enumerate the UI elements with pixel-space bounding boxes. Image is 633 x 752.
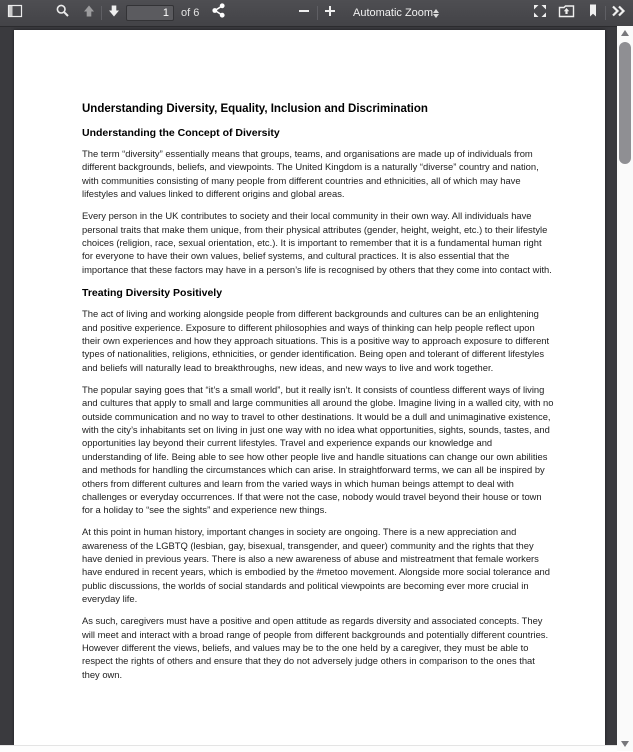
page-down-icon <box>107 4 121 23</box>
sidebar-toggle-icon <box>7 3 23 24</box>
next-page-button[interactable] <box>104 3 124 23</box>
zoom-out-button[interactable] <box>294 3 314 23</box>
zoom-level-value: Automatic Zoom <box>353 7 434 19</box>
more-tools-icon <box>610 4 626 23</box>
pdf-page-1 <box>14 30 605 745</box>
scrollbar-thumb[interactable] <box>619 42 631 164</box>
paragraph: At this point in human history, important changes in society are ongoing. There is a new appreciation and awareness of the LGBTQ (lesbian, gay, bisexual, transgender, and queer) community and the rights that they have denied in previous years. There is also a new awareness of abuse and mistreatment that female workers have endured in recent years, which is embodied by the #metoo movement. Alongside more social tolerance and public discussions, the worlds of social standards and political viewpoints are becoming ever more crucial in everyday life. <box>82 526 550 605</box>
paragraph: The popular saying goes that “it’s a small world”, but it really isn’t. It consists of countless different ways of living and cultures that apply to small and large communities all around the globe. Imagine living in a walled city, with no outside communication and no way to travel to other destinations. It would be a dull and unimaginative existence, with the city’s inhabitants set on living in just one way with no idea what opportunities, sights, sounds, tastes, and opportunities lay beyond their current lifestyles. Travel and experience expands our knowledge and understanding of life. Being able to see how other people live and handle situations can change our own abilities and methods for handling the circumstances which can arise. In straightforward terms, we can all be inspired by others from different cultures and learn from the varied ways in which human beings attempt to deal with challenges or everyday occurrences. If that were not the case, nobody would travel beyond their house or town for a holiday to “see the sights” and experience new things. <box>82 383 554 516</box>
zoom-in-button[interactable] <box>320 3 340 23</box>
document-title: Understanding Diversity, Equality, Inclusion and Discrimination <box>82 103 428 115</box>
open-file-icon <box>558 3 575 24</box>
share-icon <box>210 2 227 24</box>
bookmark-current-view-button[interactable] <box>583 3 603 23</box>
scroll-down-icon <box>621 741 629 747</box>
pdf-viewer-toolbar <box>0 0 633 27</box>
toolbar-divider <box>605 6 606 20</box>
toolbar-divider <box>317 6 318 20</box>
dropdown-arrows-icon <box>433 9 445 18</box>
search-icon <box>55 3 70 23</box>
sidebar-toggle-button[interactable] <box>5 3 25 23</box>
bookmark-icon <box>586 3 600 23</box>
page-up-icon <box>82 4 96 23</box>
presentation-mode-button[interactable] <box>530 3 550 23</box>
zoom-in-icon <box>323 4 337 23</box>
vertical-scrollbar[interactable] <box>617 26 633 751</box>
search-button[interactable] <box>52 3 72 23</box>
scroll-up-button[interactable] <box>617 26 633 40</box>
pdf-viewer-area <box>0 26 617 745</box>
zoom-level-select[interactable] <box>345 2 445 24</box>
scroll-up-icon <box>621 30 629 36</box>
fullscreen-icon <box>532 3 548 24</box>
scroll-down-button[interactable] <box>617 737 633 751</box>
page-number-input[interactable] <box>126 5 174 21</box>
share-button[interactable] <box>208 3 228 23</box>
more-tools-button[interactable] <box>608 3 628 23</box>
previous-page-button[interactable] <box>79 3 99 23</box>
paragraph: The act of living and working alongside people from different backgrounds and cultures can be an enlightening and positive experience. Exposure to different philosophies and ways of thinking can help people reflect upon their own experiences and how they approach situations. This is a positive way to approach exposure to different types of nationalities, religions, ethnicities, or gender identification. Being open and tolerant of different lifestyles and beliefs will naturally lead to breakthroughs, new ideas, and new ways to live and work together. <box>82 308 550 373</box>
paragraph: As such, caregivers must have a positive and open attitude as regards diversity and associated concepts. They will meet and interact with a broad range of people from different backgrounds and potentially different countries. However different the views, beliefs, and values may be to the one held by a caregiver, they must be able to respect the rights of others and ensure that they do not adversely judge others in comparison to the ones that they own. <box>82 615 549 680</box>
section-heading-treating-diversity-positively: Treating Diversity Positively <box>82 287 223 300</box>
zoom-out-icon <box>297 4 311 23</box>
paragraph: The term “diversity” essentially means that groups, teams, and organisations are made up of individuals from different backgrounds, beliefs, and viewpoints. The United Kingdom is a naturally “diverse” country and nation, with communities consisting of many people from different countries and ethnicities, all of which may have lifestyles and values linked to different origins and global areas. <box>82 148 539 200</box>
section-heading-concept-of-diversity: Understanding the Concept of Diversity <box>82 127 280 139</box>
page-count-label: of 6 <box>181 7 200 19</box>
open-file-button[interactable] <box>556 3 576 23</box>
paragraph: Every person in the UK contributes to society and their local community in their own way. All individuals have personal traits that make them unique, from their physical attributes (gender, height, weight, etc.) to their lifestyle choices (religion, race, sexual orientation, etc.). It is important to remember that it is a fundamental human right for everyone to have their own values, belief systems, and cultural practices. It is also essential that the importance that these factors may have in a person’s life is recognised by others that they come into contact with. <box>82 210 552 275</box>
toolbar-divider <box>101 6 102 20</box>
